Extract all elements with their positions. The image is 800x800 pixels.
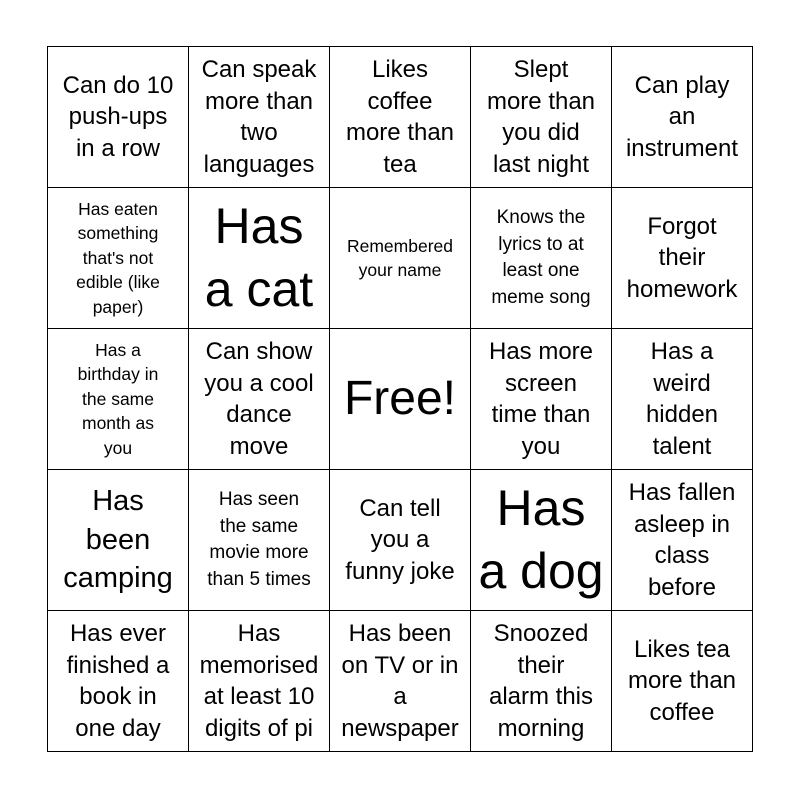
cell-text: Slept more than you did last night <box>486 56 596 178</box>
cell-text: Can speak more than two languages <box>201 56 317 178</box>
cell-text: Has been camping <box>63 485 173 595</box>
cell-text: Can show you a cool dance move <box>204 338 314 460</box>
bingo-cell-r2-c3[interactable] <box>330 188 471 329</box>
cell-text: Likes tea more than coffee <box>627 635 737 726</box>
bingo-cell-r2-c2[interactable] <box>189 188 330 329</box>
bingo-cell-r2-c4[interactable] <box>471 188 612 329</box>
cell-text: Can do 10 push-ups in a row <box>62 71 174 162</box>
cell-text: Has fallen asleep in class before <box>628 479 736 601</box>
cell-text: Has memorised at least 10 digits of pi <box>199 620 319 742</box>
cell-text: Has a birthday in the same month as you <box>77 339 159 458</box>
bingo-cell-r5-c3[interactable] <box>330 611 471 752</box>
bingo-cell-r2-c1[interactable] <box>48 188 189 329</box>
bingo-cell-r4-c1[interactable] <box>48 470 189 611</box>
bingo-cell-r4-c4[interactable] <box>471 470 612 611</box>
cell-text: Has a cat <box>204 198 314 317</box>
bingo-cell-r1-c2[interactable] <box>189 47 330 188</box>
cell-text: Has ever finished a book in one day <box>66 620 170 742</box>
bingo-cell-free[interactable] <box>330 329 471 470</box>
bingo-cell-r4-c5[interactable] <box>612 470 753 611</box>
bingo-cell-r2-c5[interactable] <box>612 188 753 329</box>
cell-text: Has seen the same movie more than 5 times <box>207 489 311 590</box>
free-space-text: Free! <box>343 372 457 425</box>
cell-text: Has more screen time than you <box>488 338 594 460</box>
bingo-cell-r1-c3[interactable] <box>330 47 471 188</box>
cell-text: Remembered your name <box>346 235 454 280</box>
bingo-board <box>47 46 753 752</box>
bingo-cell-r1-c5[interactable] <box>612 47 753 188</box>
bingo-cell-r5-c5[interactable] <box>612 611 753 752</box>
bingo-cell-r5-c1[interactable] <box>48 611 189 752</box>
bingo-cell-r1-c4[interactable] <box>471 47 612 188</box>
cell-text: Snoozed their alarm this morning <box>488 620 594 742</box>
bingo-cell-r1-c1[interactable] <box>48 47 189 188</box>
cell-text: Has a dog <box>478 480 604 599</box>
cell-text: Forgot their homework <box>626 212 738 303</box>
bingo-cell-r4-c2[interactable] <box>189 470 330 611</box>
cell-text: Has eaten something that's not edible (like paper) <box>76 198 160 317</box>
bingo-cell-r5-c4[interactable] <box>471 611 612 752</box>
cell-text: Can play an instrument <box>625 71 739 162</box>
cell-text: Can tell you a funny joke <box>345 494 455 585</box>
cell-text: Likes coffee more than tea <box>345 56 455 178</box>
bingo-cell-r5-c2[interactable] <box>189 611 330 752</box>
bingo-cell-r3-c2[interactable] <box>189 329 330 470</box>
cell-text: Has been on TV or in a newspaper <box>341 620 459 742</box>
bingo-cell-r3-c1[interactable] <box>48 329 189 470</box>
bingo-cell-r3-c5[interactable] <box>612 329 753 470</box>
bingo-cell-r3-c4[interactable] <box>471 329 612 470</box>
bingo-cell-r4-c3[interactable] <box>330 470 471 611</box>
cell-text: Knows the lyrics to at least one meme song <box>491 207 591 308</box>
cell-text: Has a weird hidden talent <box>645 338 719 460</box>
